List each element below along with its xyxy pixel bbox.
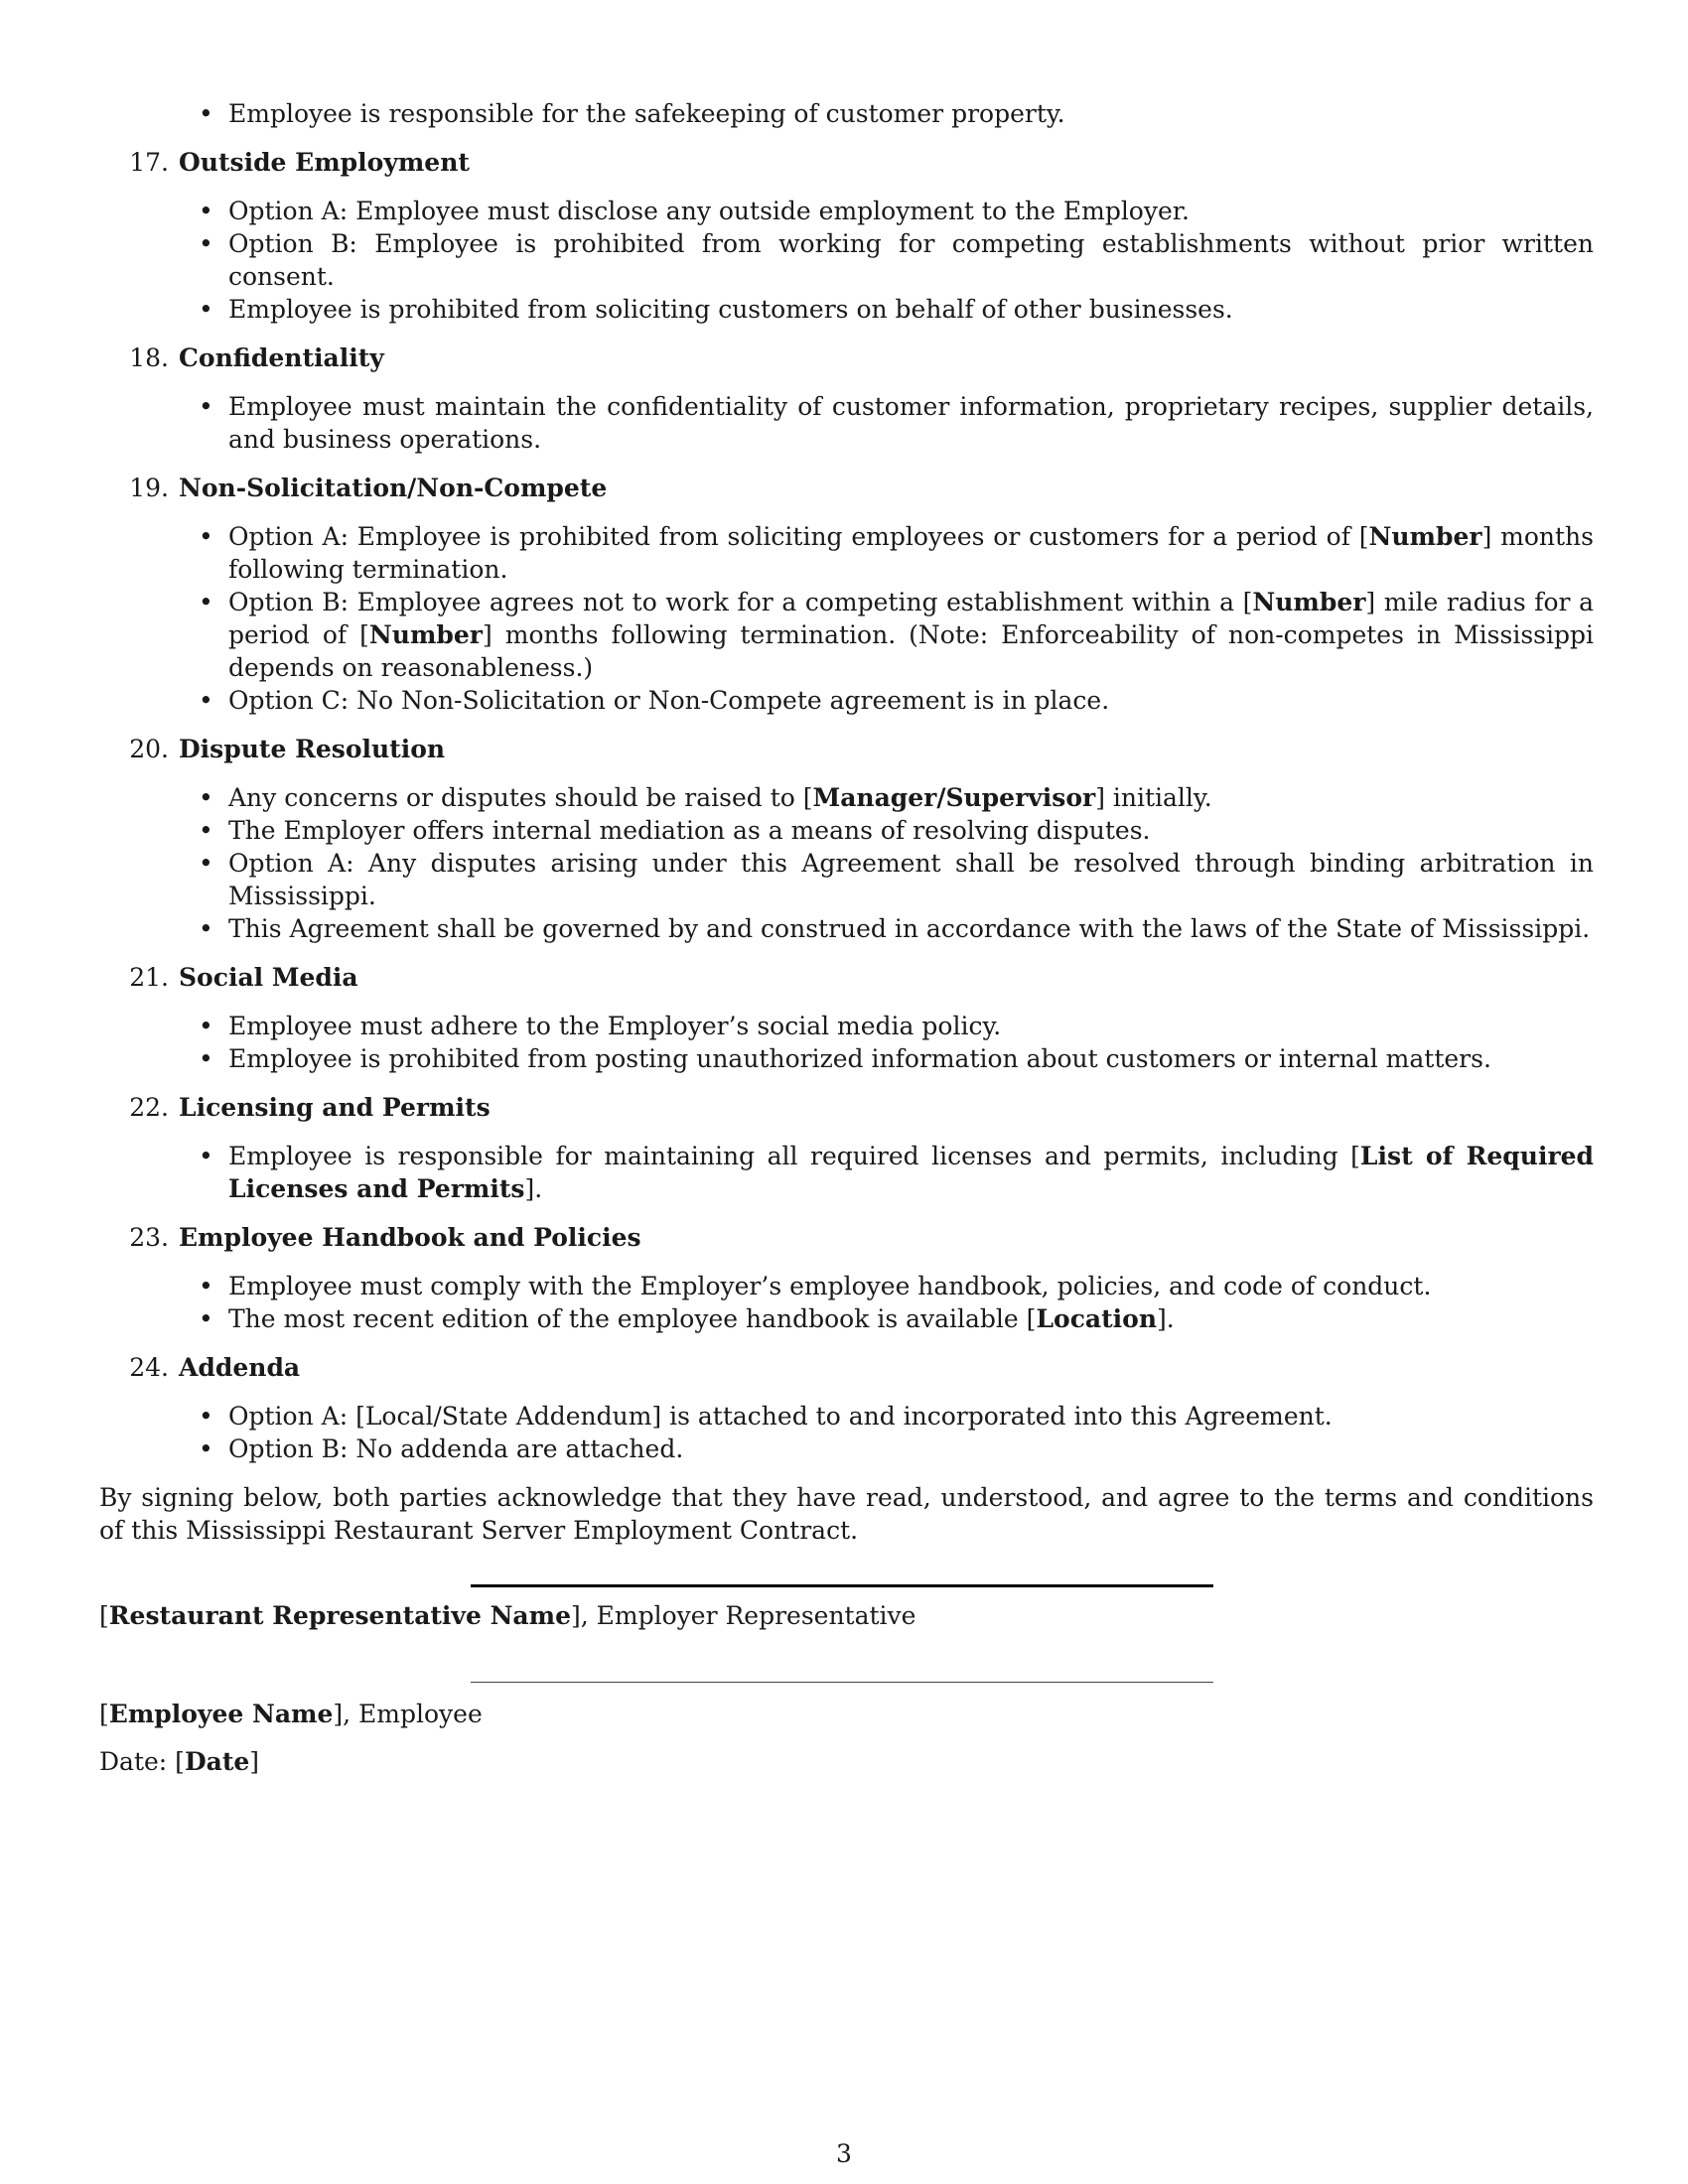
list-item-text: Option B: Employee is prohibited from working for competing establishments without prior written consent. — [228, 229, 1594, 291]
section-22 — [99, 1091, 1594, 1205]
placeholder-text: List of Required Licenses and Permits — [228, 1142, 1594, 1203]
list-item — [99, 390, 1594, 456]
list-item-text: ] mile radius for a period of [ — [228, 588, 1594, 649]
list-item-text: ] months following termination. — [228, 522, 1594, 584]
closing-statement: By signing below, both parties acknowledge that they have read, understood, and agree to the terms and conditions of this Mississippi Restaurant Server Employment Contract. — [99, 1483, 1594, 1545]
list-item-text: Option A: [Local/State Addendum] is attached to and incorporated into this Agreement. — [228, 1402, 1333, 1431]
list-item-text: The Employer offers internal mediation as a means of resolving disputes. — [228, 816, 1151, 845]
list-item — [99, 684, 1594, 717]
document-body — [99, 97, 1594, 1776]
section-number: 19. — [129, 474, 169, 502]
list-item-text: Employee is responsible for maintaining all required licenses and permits, including [ — [228, 1142, 1360, 1170]
bullet-icon: • — [199, 197, 213, 225]
placeholder-text: Location — [1036, 1304, 1158, 1333]
list-item-text: This Agreement shall be governed by and construed in accordance with the laws of the State of Mississippi. — [228, 914, 1591, 943]
bullet-icon: • — [199, 392, 213, 421]
bullet-list — [99, 1140, 1594, 1205]
list-item — [99, 520, 1594, 586]
bullet-icon: • — [199, 295, 213, 324]
bullet-icon: • — [199, 849, 213, 878]
section-23 — [99, 1221, 1594, 1335]
bullet-icon: • — [199, 1012, 213, 1040]
section-number: 20. — [129, 735, 169, 763]
placeholder-text: Manager/Supervisor — [812, 783, 1096, 812]
section-19 — [99, 472, 1594, 717]
list-item — [99, 586, 1594, 684]
section-18 — [99, 341, 1594, 456]
section-title: Non-Solicitation/Non-Compete — [179, 474, 608, 502]
bullet-icon: • — [199, 1402, 213, 1431]
list-item — [99, 227, 1594, 293]
section-heading — [99, 733, 1594, 765]
employer-signature-line — [471, 1584, 1213, 1587]
list-item-text: Option A: Employee must disclose any outside employment to the Employer. — [228, 197, 1190, 225]
list-item-text: Option B: No addenda are attached. — [228, 1434, 684, 1463]
sections-container — [99, 146, 1594, 1465]
list-item-text: Option A: Employee is prohibited from soliciting employees or customers for a period of [ — [228, 522, 1369, 551]
list-item-text: Option C: No Non-Solicitation or Non-Compete agreement is in place. — [228, 686, 1110, 715]
bullet-icon: • — [199, 229, 213, 258]
list-item — [99, 195, 1594, 227]
section-number: 18. — [129, 343, 169, 372]
section-title: Social Media — [179, 963, 358, 992]
list-item-text: ]. — [1157, 1304, 1175, 1333]
date-line: Date: [Date] — [99, 1747, 260, 1776]
list-item — [99, 293, 1594, 326]
bullet-list — [99, 1270, 1594, 1335]
list-item-text: Any concerns or disputes should be raised to [ — [228, 783, 813, 812]
list-item-text: Employee must maintain the confidentiality of customer information, proprietary recipes, supplier details, and business operations. — [228, 392, 1594, 454]
list-item-text: ] months following termination. (Note: Enforceability of non-competes in Mississippi depends on reasonableness.) — [228, 620, 1594, 682]
list-item — [99, 814, 1594, 847]
list-item — [99, 1042, 1594, 1075]
bullet-icon: • — [199, 588, 213, 616]
bullet-icon: • — [199, 686, 213, 715]
bullet-list — [99, 195, 1594, 326]
list-item — [99, 1140, 1594, 1205]
bullet-icon: • — [199, 99, 213, 128]
section-24 — [99, 1351, 1594, 1465]
bullet-icon: • — [199, 522, 213, 551]
placeholder-text: Number — [1368, 522, 1482, 551]
list-item-text: ] initially. — [1095, 783, 1212, 812]
section-21 — [99, 961, 1594, 1075]
list-item-text: Employee is prohibited from soliciting customers on behalf of other businesses. — [228, 295, 1233, 324]
list-item-text: The most recent edition of the employee handbook is available [ — [228, 1304, 1037, 1333]
bullet-icon: • — [199, 1044, 213, 1073]
section-heading — [99, 1221, 1594, 1254]
bullet-list — [99, 390, 1594, 456]
section-title: Dispute Resolution — [179, 735, 446, 763]
bullet-icon: • — [199, 816, 213, 845]
list-item — [99, 781, 1594, 814]
list-item-text: Employee must comply with the Employer’s employee handbook, policies, and code of conduct. — [228, 1272, 1432, 1300]
bullet-list — [99, 781, 1594, 945]
list-item — [99, 1010, 1594, 1042]
bullet-list — [99, 1010, 1594, 1075]
employer-signature-label: [Restaurant Representative Name], Employer Representative — [99, 1601, 916, 1630]
section-heading — [99, 146, 1594, 179]
list-item: • Employee is responsible for the safekeeping of customer property. — [199, 99, 1065, 128]
section-17 — [99, 146, 1594, 326]
list-item-text: Employee must adhere to the Employer’s social media policy. — [228, 1012, 1002, 1040]
bullet-list — [99, 520, 1594, 717]
list-item — [99, 1400, 1594, 1433]
bullet-icon: • — [199, 914, 213, 943]
list-item-text: ]. — [524, 1174, 543, 1203]
section-heading — [99, 1091, 1594, 1124]
bullet-icon: • — [199, 1304, 213, 1333]
bullet-icon: • — [199, 783, 213, 812]
employee-signature-line — [471, 1682, 1213, 1683]
intro-bullet-list — [99, 97, 1594, 130]
section-20 — [99, 733, 1594, 945]
section-number: 24. — [129, 1353, 169, 1382]
section-number: 22. — [129, 1093, 169, 1122]
placeholder-text: Number — [1252, 588, 1366, 616]
employee-signature-label: [Employee Name], Employee — [99, 1700, 483, 1728]
section-title: Confidentiality — [179, 343, 384, 372]
list-item-text: Employee is prohibited from posting unauthorized information about customers or internal matters. — [228, 1044, 1491, 1073]
list-item — [99, 1433, 1594, 1465]
list-item — [99, 1270, 1594, 1302]
section-number: 23. — [129, 1223, 169, 1252]
section-heading — [99, 472, 1594, 504]
list-item — [99, 1302, 1594, 1335]
section-number: 17. — [129, 148, 169, 177]
placeholder-text: Number — [368, 620, 483, 649]
signature-block — [99, 1547, 1594, 1776]
section-title: Addenda — [179, 1353, 301, 1382]
list-item — [99, 847, 1594, 912]
bullet-icon: • — [199, 1142, 213, 1170]
section-number: 21. — [129, 963, 169, 992]
list-item — [99, 912, 1594, 945]
section-title: Outside Employment — [179, 148, 470, 177]
section-heading — [99, 341, 1594, 374]
page-number: 3 — [836, 2139, 852, 2168]
list-item-text: Option A: Any disputes arising under this Agreement shall be resolved through binding arbitration in Mississippi. — [228, 849, 1594, 910]
list-item-text: Option B: Employee agrees not to work for a competing establishment within a [ — [228, 588, 1253, 616]
section-title: Employee Handbook and Policies — [179, 1223, 641, 1252]
section-title: Licensing and Permits — [179, 1093, 491, 1122]
bullet-list — [99, 1400, 1594, 1465]
bullet-icon: • — [199, 1272, 213, 1300]
bullet-icon: • — [199, 1434, 213, 1463]
section-heading — [99, 961, 1594, 994]
section-heading — [99, 1351, 1594, 1384]
